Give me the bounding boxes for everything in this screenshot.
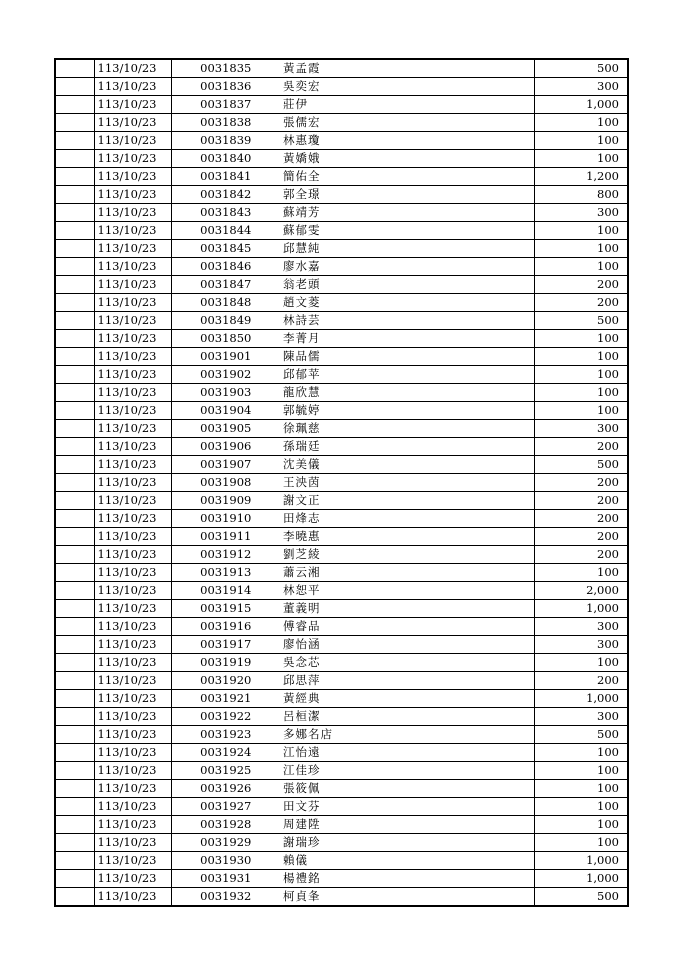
amount-cell: 1,000	[534, 870, 628, 888]
table-row	[55, 708, 628, 726]
receipt-number-cell: 0031929	[171, 834, 280, 852]
donor-name-cell: 翁老頭	[280, 276, 534, 294]
date-cell: 113/10/23	[94, 222, 171, 240]
donor-name-cell: 徐珮慈	[280, 420, 534, 438]
date-cell: 113/10/23	[94, 816, 171, 834]
date-cell: 113/10/23	[94, 672, 171, 690]
donor-name-cell: 謝文正	[280, 492, 534, 510]
donor-name-cell: 吳奕宏	[280, 78, 534, 96]
table-row	[55, 546, 628, 564]
table-row	[55, 492, 628, 510]
amount-cell: 300	[534, 636, 628, 654]
receipt-number-cell: 0031916	[171, 618, 280, 636]
row-blank-cell	[55, 672, 94, 690]
amount-cell: 100	[534, 816, 628, 834]
amount-cell: 300	[534, 204, 628, 222]
row-blank-cell	[55, 834, 94, 852]
table-row	[55, 474, 628, 492]
ledger-body	[55, 59, 628, 906]
table-row	[55, 402, 628, 420]
table-row	[55, 744, 628, 762]
date-cell: 113/10/23	[94, 240, 171, 258]
row-blank-cell	[55, 852, 94, 870]
row-blank-cell	[55, 654, 94, 672]
donor-name-cell: 張筱佩	[280, 780, 534, 798]
donor-name-cell: 黃孟霞	[280, 59, 534, 78]
donor-name-cell: 蘇郁雯	[280, 222, 534, 240]
amount-cell: 200	[534, 474, 628, 492]
receipt-number-cell: 0031849	[171, 312, 280, 330]
row-blank-cell	[55, 690, 94, 708]
table-row	[55, 186, 628, 204]
row-blank-cell	[55, 114, 94, 132]
table-row	[55, 636, 628, 654]
receipt-number-cell: 0031837	[171, 96, 280, 114]
receipt-number-cell: 0031843	[171, 204, 280, 222]
donor-name-cell: 劉芝綾	[280, 546, 534, 564]
receipt-number-cell: 0031902	[171, 366, 280, 384]
receipt-number-cell: 0031909	[171, 492, 280, 510]
date-cell: 113/10/23	[94, 726, 171, 744]
date-cell: 113/10/23	[94, 474, 171, 492]
row-blank-cell	[55, 726, 94, 744]
amount-cell: 300	[534, 708, 628, 726]
donor-name-cell: 莊伊	[280, 96, 534, 114]
amount-cell: 100	[534, 654, 628, 672]
row-blank-cell	[55, 618, 94, 636]
receipt-number-cell: 0031915	[171, 600, 280, 618]
donor-name-cell: 董義明	[280, 600, 534, 618]
date-cell: 113/10/23	[94, 78, 171, 96]
table-row	[55, 816, 628, 834]
donor-name-cell: 邱思萍	[280, 672, 534, 690]
donor-name-cell: 林詩芸	[280, 312, 534, 330]
date-cell: 113/10/23	[94, 96, 171, 114]
amount-cell: 800	[534, 186, 628, 204]
row-blank-cell	[55, 762, 94, 780]
receipt-number-cell: 0031906	[171, 438, 280, 456]
amount-cell: 100	[534, 564, 628, 582]
amount-cell: 100	[534, 132, 628, 150]
row-blank-cell	[55, 528, 94, 546]
amount-cell: 100	[534, 150, 628, 168]
table-row	[55, 366, 628, 384]
donor-name-cell: 沈美儀	[280, 456, 534, 474]
date-cell: 113/10/23	[94, 348, 171, 366]
row-blank-cell	[55, 636, 94, 654]
receipt-number-cell: 0031912	[171, 546, 280, 564]
table-row	[55, 276, 628, 294]
table-row	[55, 420, 628, 438]
date-cell: 113/10/23	[94, 456, 171, 474]
table-row	[55, 600, 628, 618]
table-row	[55, 528, 628, 546]
date-cell: 113/10/23	[94, 690, 171, 708]
amount-cell: 1,000	[534, 600, 628, 618]
date-cell: 113/10/23	[94, 744, 171, 762]
amount-cell: 100	[534, 114, 628, 132]
donor-name-cell: 郭全璟	[280, 186, 534, 204]
receipt-number-cell: 0031838	[171, 114, 280, 132]
row-blank-cell	[55, 222, 94, 240]
donor-name-cell: 蘇靖芳	[280, 204, 534, 222]
receipt-number-cell: 0031923	[171, 726, 280, 744]
donor-name-cell: 江佳珍	[280, 762, 534, 780]
row-blank-cell	[55, 816, 94, 834]
row-blank-cell	[55, 276, 94, 294]
date-cell: 113/10/23	[94, 294, 171, 312]
donor-name-cell: 李菁月	[280, 330, 534, 348]
date-cell: 113/10/23	[94, 780, 171, 798]
amount-cell: 100	[534, 402, 628, 420]
table-row	[55, 564, 628, 582]
receipt-number-cell: 0031917	[171, 636, 280, 654]
date-cell: 113/10/23	[94, 870, 171, 888]
receipt-number-cell: 0031836	[171, 78, 280, 96]
donor-name-cell: 陳品儒	[280, 348, 534, 366]
table-row	[55, 258, 628, 276]
row-blank-cell	[55, 582, 94, 600]
table-row	[55, 168, 628, 186]
receipt-number-cell: 0031908	[171, 474, 280, 492]
table-row	[55, 384, 628, 402]
row-blank-cell	[55, 186, 94, 204]
table-row	[55, 132, 628, 150]
receipt-number-cell: 0031907	[171, 456, 280, 474]
row-blank-cell	[55, 564, 94, 582]
receipt-number-cell: 0031928	[171, 816, 280, 834]
date-cell: 113/10/23	[94, 366, 171, 384]
row-blank-cell	[55, 312, 94, 330]
amount-cell: 100	[534, 258, 628, 276]
donor-name-cell: 王泱茵	[280, 474, 534, 492]
table-row	[55, 780, 628, 798]
receipt-number-cell: 0031910	[171, 510, 280, 528]
amount-cell: 100	[534, 366, 628, 384]
row-blank-cell	[55, 168, 94, 186]
table-row	[55, 312, 628, 330]
table-row	[55, 852, 628, 870]
table-row	[55, 672, 628, 690]
table-row	[55, 59, 628, 78]
donor-name-cell: 吳念芯	[280, 654, 534, 672]
row-blank-cell	[55, 492, 94, 510]
donor-name-cell: 田文芬	[280, 798, 534, 816]
date-cell: 113/10/23	[94, 600, 171, 618]
donor-name-cell: 賴儀	[280, 852, 534, 870]
donor-name-cell: 周建陞	[280, 816, 534, 834]
date-cell: 113/10/23	[94, 114, 171, 132]
receipt-number-cell: 0031839	[171, 132, 280, 150]
date-cell: 113/10/23	[94, 528, 171, 546]
amount-cell: 100	[534, 798, 628, 816]
donor-name-cell: 江怡遠	[280, 744, 534, 762]
date-cell: 113/10/23	[94, 618, 171, 636]
row-blank-cell	[55, 474, 94, 492]
date-cell: 113/10/23	[94, 582, 171, 600]
row-blank-cell	[55, 888, 94, 907]
donor-name-cell: 廖怡涵	[280, 636, 534, 654]
donor-name-cell: 呂桓潔	[280, 708, 534, 726]
row-blank-cell	[55, 780, 94, 798]
amount-cell: 100	[534, 780, 628, 798]
amount-cell: 100	[534, 240, 628, 258]
amount-cell: 500	[534, 312, 628, 330]
table-row	[55, 654, 628, 672]
receipt-number-cell: 0031844	[171, 222, 280, 240]
date-cell: 113/10/23	[94, 150, 171, 168]
table-row	[55, 240, 628, 258]
table-row	[55, 618, 628, 636]
table-row	[55, 726, 628, 744]
date-cell: 113/10/23	[94, 420, 171, 438]
amount-cell: 200	[534, 294, 628, 312]
amount-cell: 200	[534, 528, 628, 546]
amount-cell: 100	[534, 384, 628, 402]
date-cell: 113/10/23	[94, 276, 171, 294]
amount-cell: 2,000	[534, 582, 628, 600]
date-cell: 113/10/23	[94, 312, 171, 330]
receipt-number-cell: 0031847	[171, 276, 280, 294]
row-blank-cell	[55, 510, 94, 528]
date-cell: 113/10/23	[94, 204, 171, 222]
date-cell: 113/10/23	[94, 762, 171, 780]
donor-name-cell: 郭毓婷	[280, 402, 534, 420]
date-cell: 113/10/23	[94, 564, 171, 582]
row-blank-cell	[55, 546, 94, 564]
amount-cell: 200	[534, 546, 628, 564]
donor-name-cell: 廖水嘉	[280, 258, 534, 276]
amount-cell: 1,200	[534, 168, 628, 186]
receipt-number-cell: 0031848	[171, 294, 280, 312]
amount-cell: 100	[534, 744, 628, 762]
table-row	[55, 582, 628, 600]
donor-name-cell: 龍欣慧	[280, 384, 534, 402]
amount-cell: 1,000	[534, 690, 628, 708]
row-blank-cell	[55, 78, 94, 96]
table-row	[55, 834, 628, 852]
donor-name-cell: 黃經典	[280, 690, 534, 708]
row-blank-cell	[55, 798, 94, 816]
table-row	[55, 798, 628, 816]
amount-cell: 200	[534, 438, 628, 456]
donor-name-cell: 孫瑞廷	[280, 438, 534, 456]
table-row	[55, 690, 628, 708]
donor-name-cell: 邱慧純	[280, 240, 534, 258]
donor-name-cell: 謝瑞珍	[280, 834, 534, 852]
row-blank-cell	[55, 600, 94, 618]
donor-name-cell: 簡佑全	[280, 168, 534, 186]
table-row	[55, 762, 628, 780]
receipt-number-cell: 0031914	[171, 582, 280, 600]
receipt-number-cell: 0031921	[171, 690, 280, 708]
amount-cell: 100	[534, 834, 628, 852]
donor-name-cell: 多娜名店	[280, 726, 534, 744]
receipt-number-cell: 0031846	[171, 258, 280, 276]
amount-cell: 100	[534, 222, 628, 240]
amount-cell: 200	[534, 510, 628, 528]
table-row	[55, 456, 628, 474]
receipt-number-cell: 0031841	[171, 168, 280, 186]
row-blank-cell	[55, 420, 94, 438]
date-cell: 113/10/23	[94, 168, 171, 186]
table-row	[55, 438, 628, 456]
date-cell: 113/10/23	[94, 492, 171, 510]
table-row	[55, 204, 628, 222]
receipt-number-cell: 0031903	[171, 384, 280, 402]
amount-cell: 300	[534, 78, 628, 96]
table-row	[55, 78, 628, 96]
date-cell: 113/10/23	[94, 186, 171, 204]
row-blank-cell	[55, 59, 94, 78]
row-blank-cell	[55, 96, 94, 114]
receipt-number-cell: 0031901	[171, 348, 280, 366]
amount-cell: 500	[534, 888, 628, 907]
row-blank-cell	[55, 438, 94, 456]
date-cell: 113/10/23	[94, 438, 171, 456]
date-cell: 113/10/23	[94, 384, 171, 402]
receipt-number-cell: 0031911	[171, 528, 280, 546]
date-cell: 113/10/23	[94, 888, 171, 907]
row-blank-cell	[55, 258, 94, 276]
receipt-number-cell: 0031913	[171, 564, 280, 582]
amount-cell: 100	[534, 348, 628, 366]
amount-cell: 200	[534, 276, 628, 294]
receipt-number-cell: 0031924	[171, 744, 280, 762]
row-blank-cell	[55, 204, 94, 222]
donor-name-cell: 傅睿品	[280, 618, 534, 636]
table-row	[55, 96, 628, 114]
table-row	[55, 294, 628, 312]
date-cell: 113/10/23	[94, 402, 171, 420]
amount-cell: 100	[534, 330, 628, 348]
receipt-number-cell: 0031926	[171, 780, 280, 798]
receipt-number-cell: 0031842	[171, 186, 280, 204]
amount-cell: 300	[534, 420, 628, 438]
row-blank-cell	[55, 456, 94, 474]
row-blank-cell	[55, 348, 94, 366]
row-blank-cell	[55, 744, 94, 762]
amount-cell: 200	[534, 672, 628, 690]
donor-name-cell: 柯貞夆	[280, 888, 534, 907]
donor-name-cell: 邱郁苹	[280, 366, 534, 384]
donor-name-cell: 楊禮銘	[280, 870, 534, 888]
row-blank-cell	[55, 708, 94, 726]
receipt-number-cell: 0031930	[171, 852, 280, 870]
date-cell: 113/10/23	[94, 852, 171, 870]
receipt-number-cell: 0031850	[171, 330, 280, 348]
receipt-number-cell: 0031904	[171, 402, 280, 420]
table-row	[55, 870, 628, 888]
donor-name-cell: 趙文菱	[280, 294, 534, 312]
date-cell: 113/10/23	[94, 132, 171, 150]
donor-name-cell: 李曉惠	[280, 528, 534, 546]
row-blank-cell	[55, 132, 94, 150]
table-row	[55, 348, 628, 366]
donor-name-cell: 蕭云湘	[280, 564, 534, 582]
amount-cell: 1,000	[534, 96, 628, 114]
receipt-number-cell: 0031922	[171, 708, 280, 726]
amount-cell: 500	[534, 726, 628, 744]
amount-cell: 300	[534, 618, 628, 636]
receipt-number-cell: 0031840	[171, 150, 280, 168]
date-cell: 113/10/23	[94, 510, 171, 528]
receipt-number-cell: 0031931	[171, 870, 280, 888]
receipt-number-cell: 0031932	[171, 888, 280, 907]
table-row	[55, 510, 628, 528]
receipt-number-cell: 0031835	[171, 59, 280, 78]
row-blank-cell	[55, 384, 94, 402]
table-row	[55, 888, 628, 907]
date-cell: 113/10/23	[94, 546, 171, 564]
receipt-number-cell: 0031845	[171, 240, 280, 258]
amount-cell: 100	[534, 762, 628, 780]
receipt-number-cell: 0031925	[171, 762, 280, 780]
table-row	[55, 222, 628, 240]
receipt-number-cell: 0031920	[171, 672, 280, 690]
amount-cell: 200	[534, 492, 628, 510]
table-row	[55, 330, 628, 348]
amount-cell: 500	[534, 59, 628, 78]
table-row	[55, 150, 628, 168]
row-blank-cell	[55, 870, 94, 888]
donation-ledger-table	[54, 58, 629, 907]
date-cell: 113/10/23	[94, 798, 171, 816]
row-blank-cell	[55, 366, 94, 384]
date-cell: 113/10/23	[94, 708, 171, 726]
row-blank-cell	[55, 294, 94, 312]
date-cell: 113/10/23	[94, 258, 171, 276]
row-blank-cell	[55, 330, 94, 348]
date-cell: 113/10/23	[94, 636, 171, 654]
receipt-number-cell: 0031919	[171, 654, 280, 672]
amount-cell: 1,000	[534, 852, 628, 870]
donor-name-cell: 田烽志	[280, 510, 534, 528]
table-row	[55, 114, 628, 132]
donor-name-cell: 林惠瓊	[280, 132, 534, 150]
date-cell: 113/10/23	[94, 834, 171, 852]
date-cell: 113/10/23	[94, 59, 171, 78]
date-cell: 113/10/23	[94, 330, 171, 348]
date-cell: 113/10/23	[94, 654, 171, 672]
row-blank-cell	[55, 402, 94, 420]
row-blank-cell	[55, 150, 94, 168]
receipt-number-cell: 0031905	[171, 420, 280, 438]
donor-name-cell: 林恕平	[280, 582, 534, 600]
row-blank-cell	[55, 240, 94, 258]
amount-cell: 500	[534, 456, 628, 474]
donor-name-cell: 黃嬌娥	[280, 150, 534, 168]
receipt-number-cell: 0031927	[171, 798, 280, 816]
donor-name-cell: 張儒宏	[280, 114, 534, 132]
